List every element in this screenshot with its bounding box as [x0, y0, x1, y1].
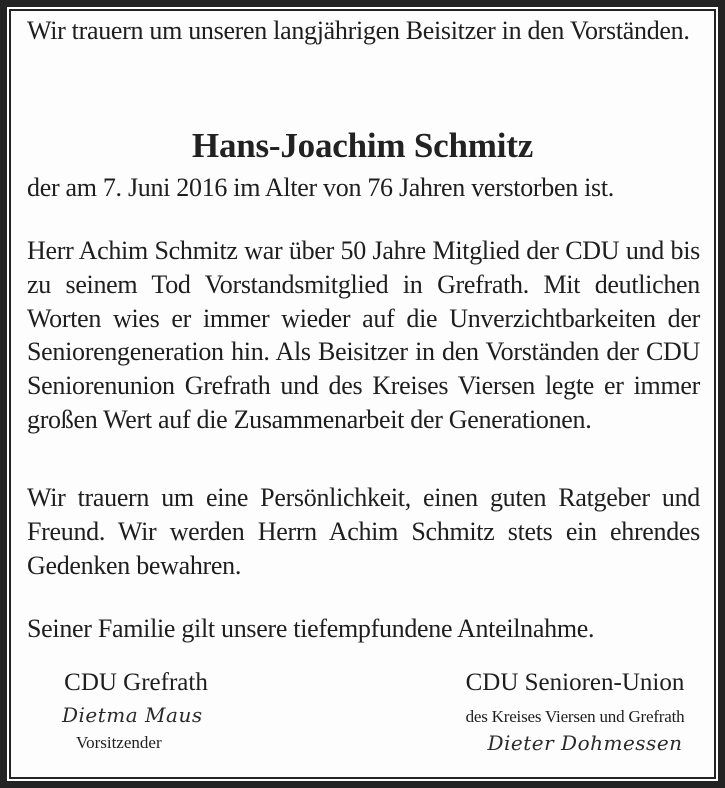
- handwritten-signature: Dieter Dohmessen: [487, 731, 683, 755]
- signatory-senioren-union: [425, 668, 725, 756]
- signatory-role: Vorsitzender: [76, 733, 162, 752]
- biography-paragraph: Herr Achim Schmitz war über 50 Jahre Mitglied der CDU und bis zu seinem Tod Vorstandsmitglied in Grefrath. Mit deutlichen Worten wies er immer wieder auf die Unverzichtbarkeiten der Seniorengeneration hin. Als Beisitzer in den Vorständen der CDU Seniorenunion Grefrath und des Kreises Viersen legte er immer großen Wert auf die Zusammenarbeit der Generationen.: [27, 236, 700, 434]
- death-date-line: der am 7. Juni 2016 im Alter von 76 Jahren verstorben ist.: [27, 173, 614, 202]
- organization-subtitle: des Kreises Viersen und Grefrath: [465, 707, 685, 726]
- condolence-paragraph: Seiner Familie gilt unsere tiefempfundene Anteilnahme.: [27, 614, 595, 643]
- handwritten-signature: Dietma Maus: [62, 703, 203, 727]
- mourning-paragraph: Wir trauern um eine Persönlichkeit, einen guten Ratgeber und Freund. Wir werden Herrn Achim Schmitz stets ein ehrendes Gedenken bewahren.: [27, 483, 700, 580]
- organization-name: CDU Senioren-Union: [465, 669, 685, 696]
- intro-text: Wir trauern um unseren langjährigen Beisitzer in den Vorständen.: [27, 16, 690, 45]
- organization-name: CDU Grefrath: [64, 669, 208, 696]
- signatory-cdu-grefrath: [36, 668, 236, 754]
- deceased-name-heading: Hans-Joachim Schmitz: [191, 126, 534, 166]
